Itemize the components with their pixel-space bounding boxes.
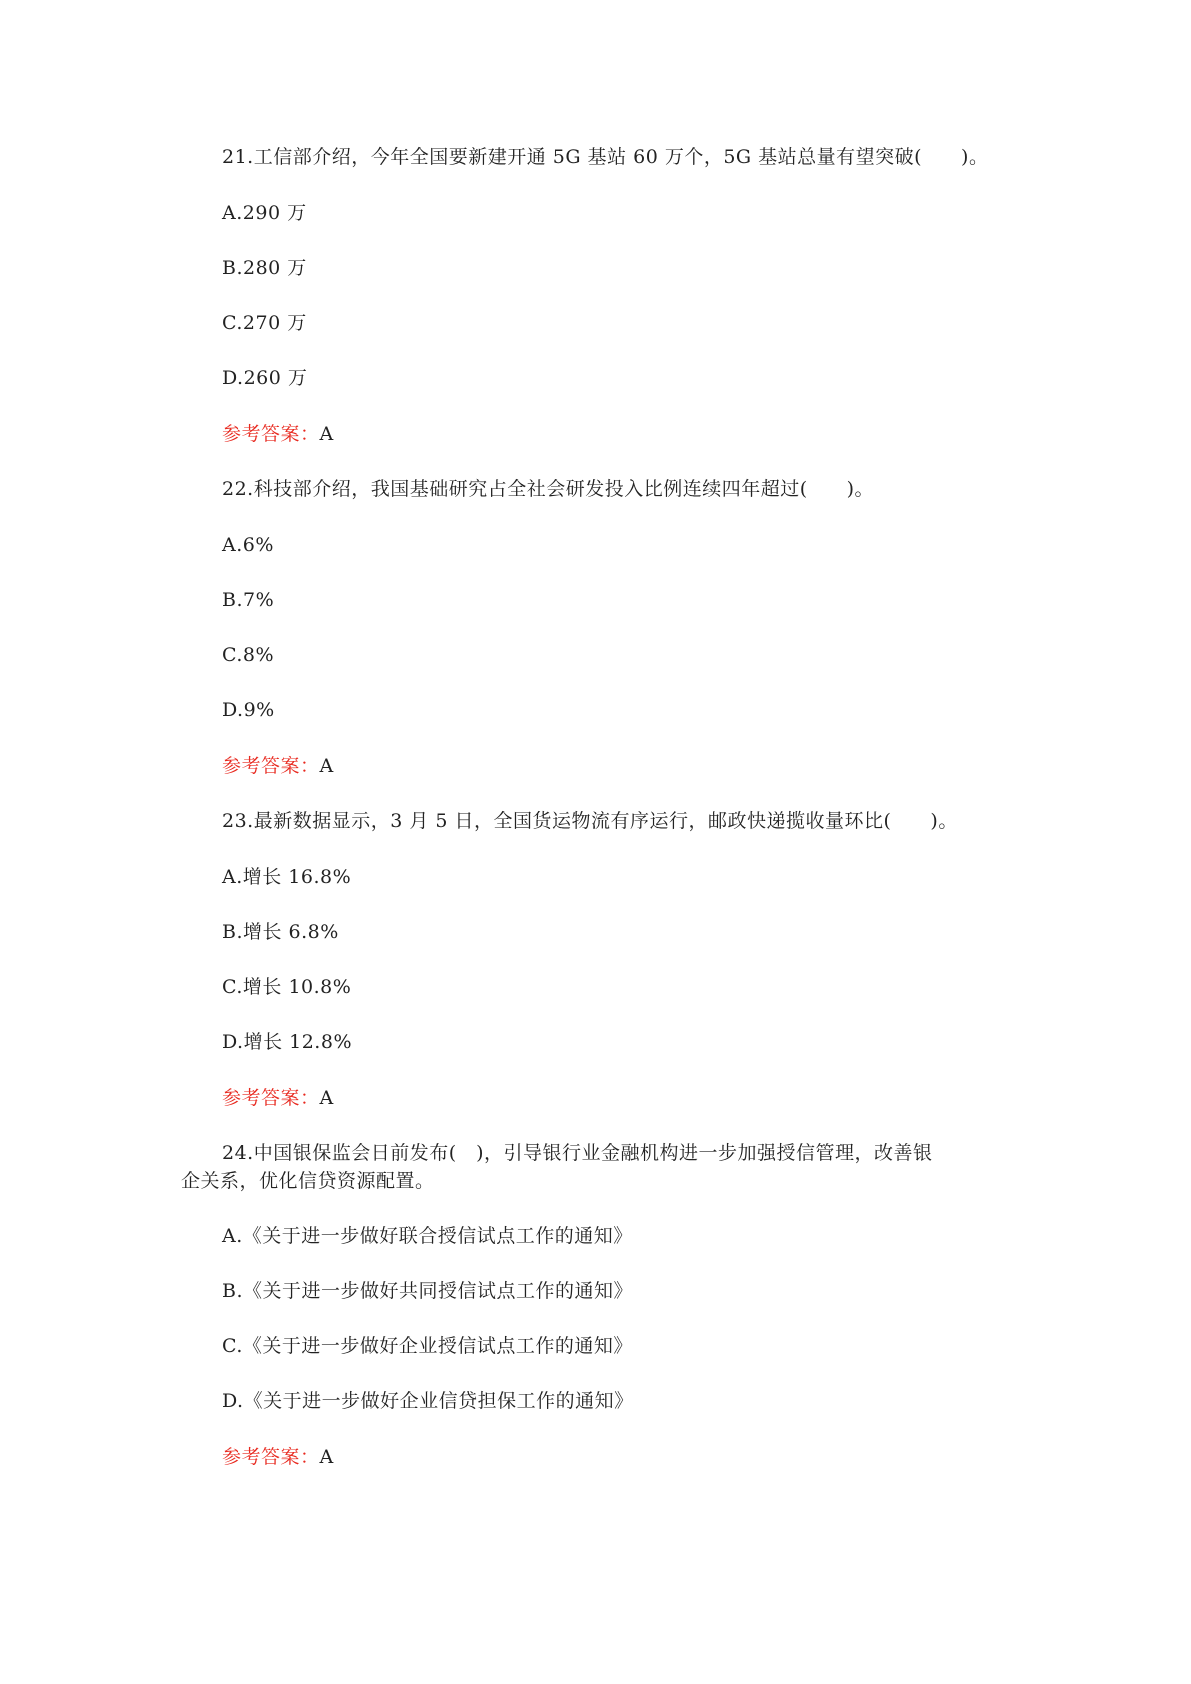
question-24-stem-continued: 企关系，优化信贷资源配置。: [181, 1170, 435, 1192]
answer-label: 参考答案：: [222, 1446, 320, 1468]
answer-label: 参考答案：: [222, 755, 320, 777]
question-21-option-a: A.290 万: [222, 202, 307, 224]
question-23-answer: [222, 1084, 334, 1112]
question-22-answer: [222, 752, 334, 780]
question-22-option-c: C.8%: [222, 644, 275, 666]
question-21-answer: [222, 420, 334, 448]
question-22-option-a: A.6%: [222, 534, 274, 556]
question-24-stem: 24.中国银保监会日前发布( )，引导银行业金融机构进一步加强授信管理，改善银: [222, 1142, 933, 1164]
question-21-option-c: C.270 万: [222, 312, 307, 334]
question-24-answer: [222, 1443, 334, 1471]
answer-value: A: [319, 1087, 334, 1109]
answer-value: A: [319, 755, 334, 777]
question-24-option-c: C.《关于进一步做好企业授信试点工作的通知》: [222, 1335, 633, 1357]
question-23-option-c: C.增长 10.8%: [222, 976, 352, 998]
question-23-stem: 23.最新数据显示，3 月 5 日，全国货运物流有序运行，邮政快递揽收量环比( )。: [222, 810, 958, 832]
question-22-option-d: D.9%: [222, 699, 275, 721]
question-23-option-a: A.增长 16.8%: [222, 866, 352, 888]
question-23-option-b: B.增长 6.8%: [222, 921, 339, 943]
answer-value: A: [319, 1446, 334, 1468]
answer-label: 参考答案：: [222, 1087, 320, 1109]
question-21-option-d: D.260 万: [222, 367, 308, 389]
question-22-stem: 22.科技部介绍，我国基础研究占全社会研发投入比例连续四年超过( )。: [222, 478, 875, 500]
question-24-option-a: A.《关于进一步做好联合授信试点工作的通知》: [222, 1225, 633, 1247]
answer-label: 参考答案：: [222, 423, 320, 445]
question-24-option-b: B.《关于进一步做好共同授信试点工作的通知》: [222, 1280, 634, 1302]
question-21-stem: 21.工信部介绍，今年全国要新建开通 5G 基站 60 万个，5G 基站总量有望突破( )。: [222, 146, 989, 168]
question-23-option-d: D.增长 12.8%: [222, 1031, 352, 1053]
question-21-option-b: B.280 万: [222, 257, 307, 279]
question-22-option-b: B.7%: [222, 589, 275, 611]
question-24-option-d: D.《关于进一步做好企业信贷担保工作的通知》: [222, 1390, 634, 1412]
answer-value: A: [319, 423, 334, 445]
